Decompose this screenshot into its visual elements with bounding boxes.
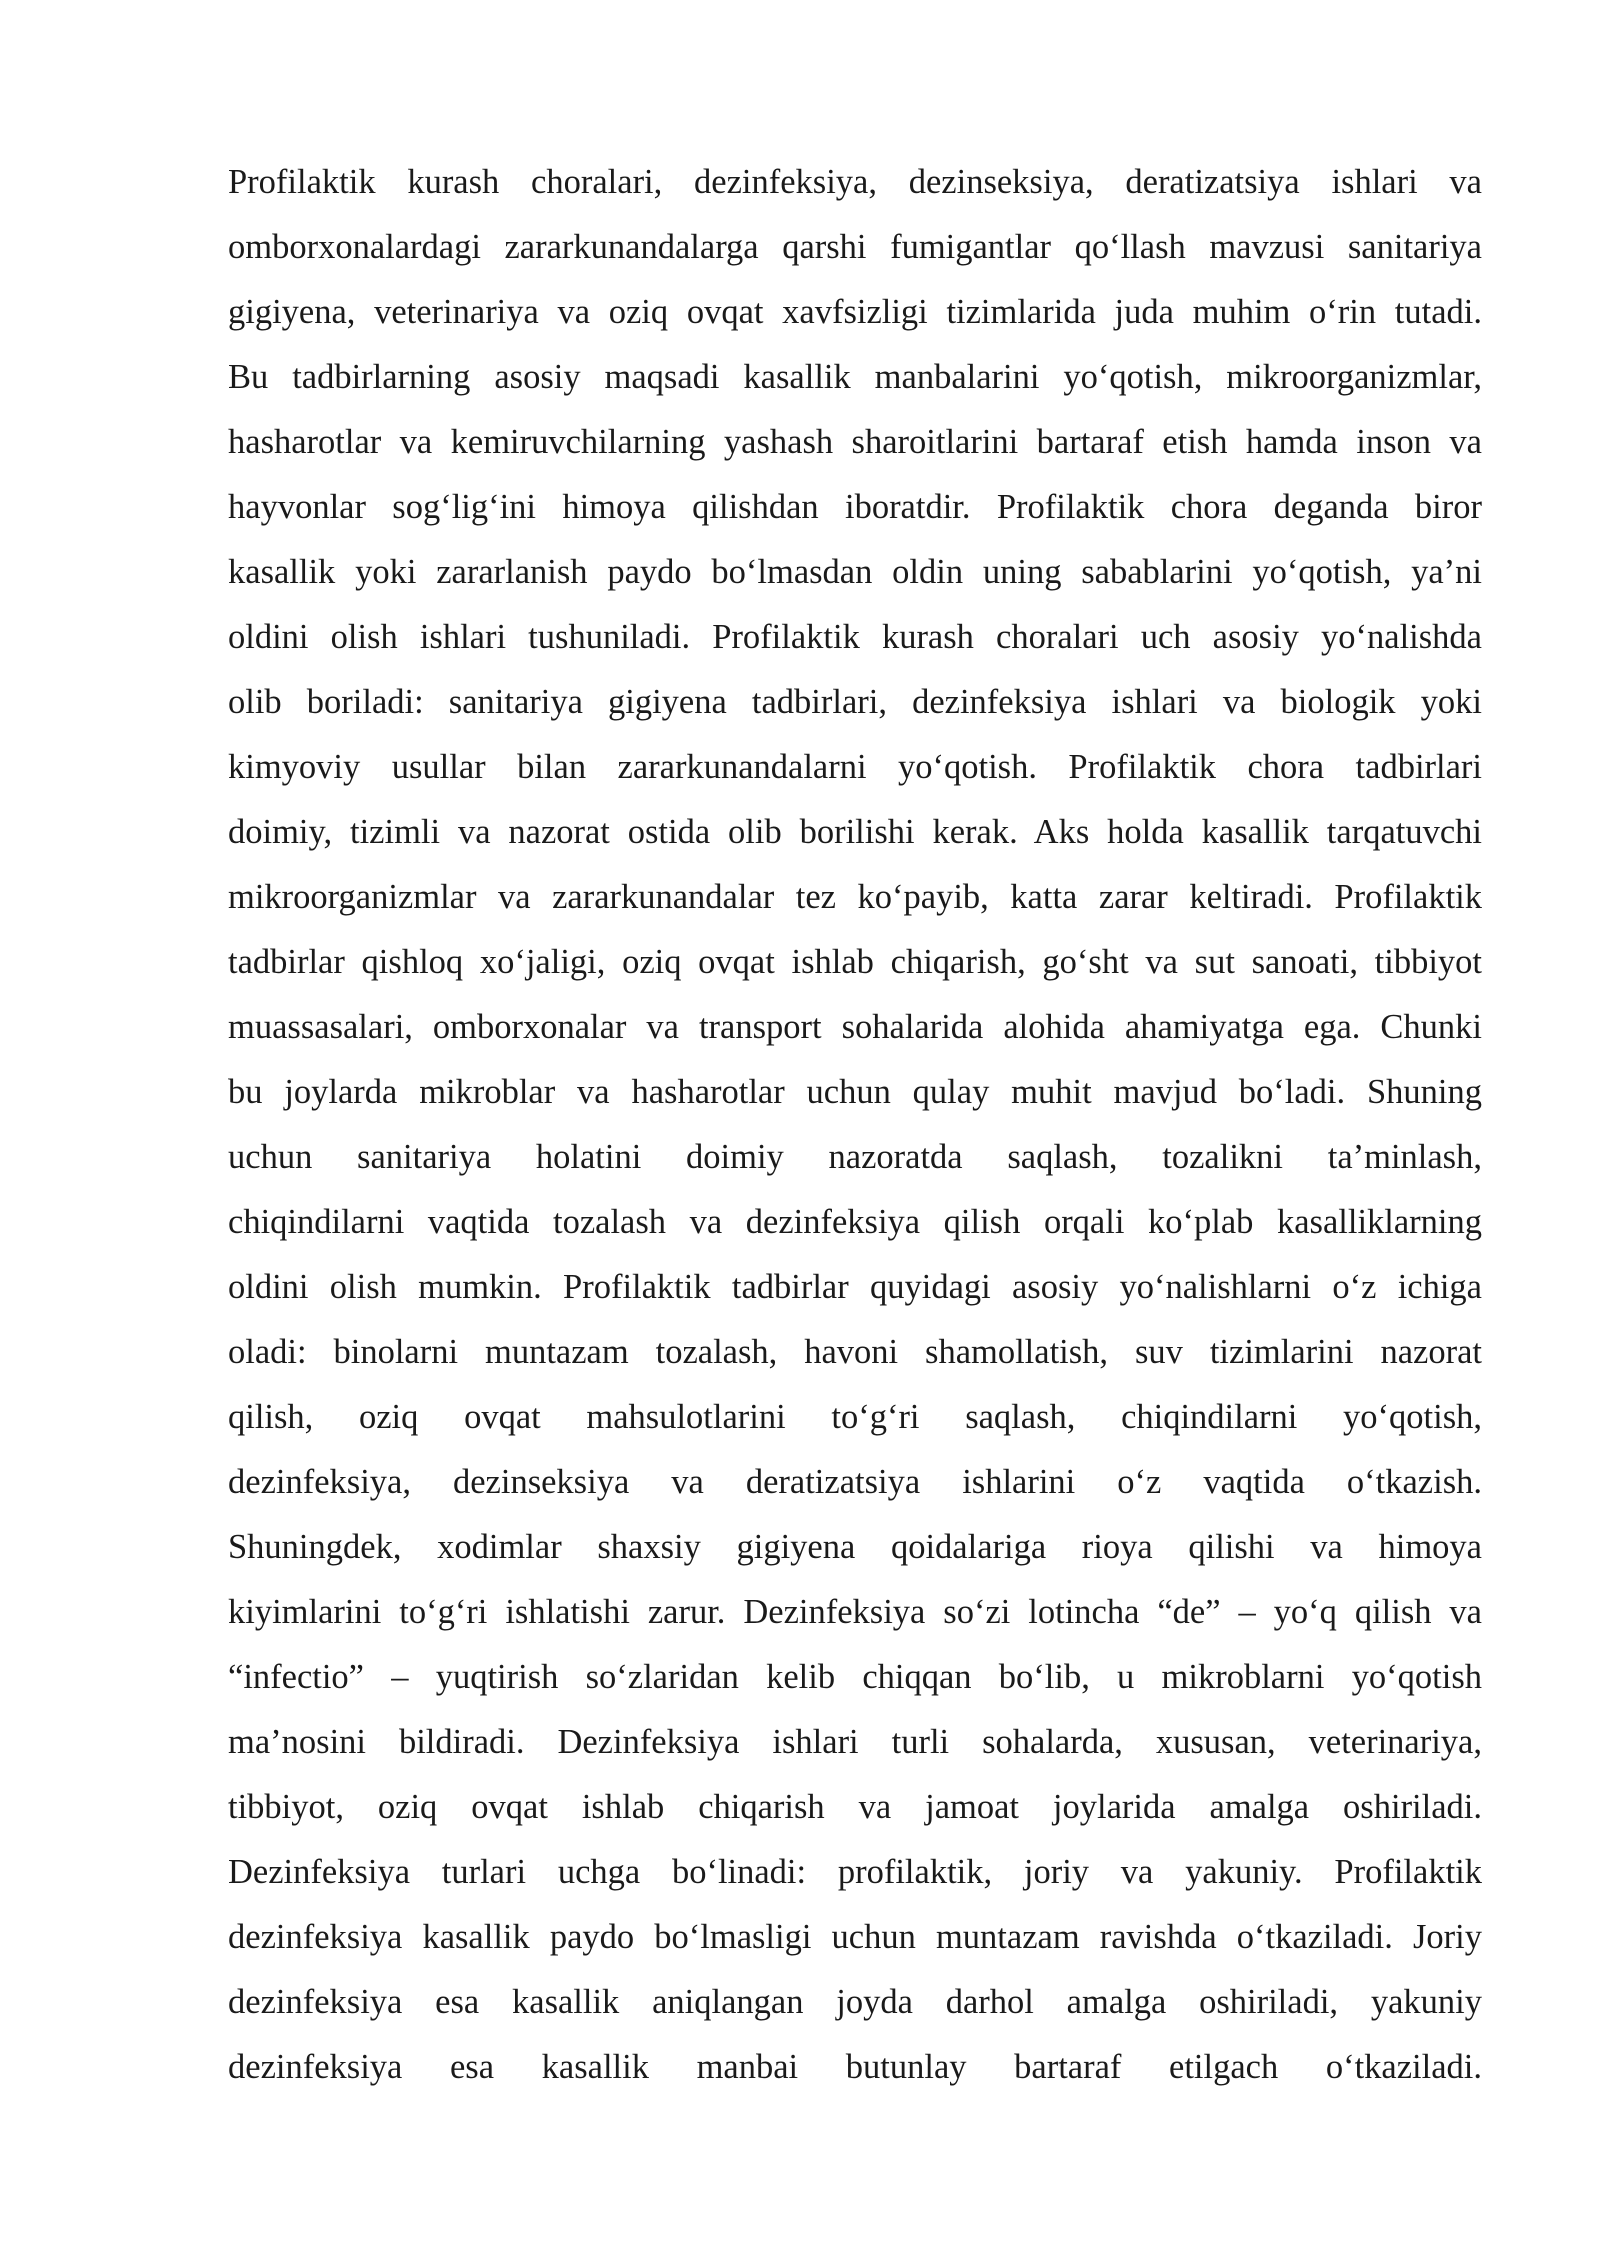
paragraph-line: Profilaktik kurash choralari, dezinfeksiya, dezinseksiya, deratizatsiya ishlari va [228, 163, 1482, 201]
paragraph-line: mikroorganizmlar va zararkunandalar tez ko‘payib, katta zarar keltiradi. Profilaktik [228, 878, 1482, 916]
paragraph-line: dezinfeksiya kasallik paydo bo‘lmasligi uchun muntazam ravishda o‘tkaziladi. Joriy [228, 1918, 1482, 1956]
paragraph-line: muassasalari, omborxonalar va transport sohalarida alohida ahamiyatga ega. Chunki [228, 1008, 1482, 1046]
paragraph-line: doimiy, tizimli va nazorat ostida olib borilishi kerak. Aks holda kasallik tarqatuvchi [228, 813, 1482, 851]
paragraph-line: dezinfeksiya esa kasallik aniqlangan joyda darhol amalga oshiriladi, yakuniy [228, 1983, 1482, 2021]
paragraph-line: gigiyena, veterinariya va oziq ovqat xavfsizligi tizimlarida juda muhim o‘rin tutadi. [228, 293, 1482, 331]
paragraph-line: dezinfeksiya, dezinseksiya va deratizatsiya ishlarini o‘z vaqtida o‘tkazish. [228, 1463, 1482, 1501]
paragraph-line: olib boriladi: sanitariya gigiyena tadbirlari, dezinfeksiya ishlari va biologik yoki [228, 683, 1482, 721]
paragraph-line: qilish, oziq ovqat mahsulotlarini to‘g‘ri saqlash, chiqindilarni yo‘qotish, [228, 1398, 1482, 1436]
paragraph-line: hayvonlar sog‘lig‘ini himoya qilishdan iboratdir. Profilaktik chora deganda biror [228, 488, 1482, 526]
paragraph-line: omborxonalardagi zararkunandalarga qarshi fumigantlar qo‘llash mavzusi sanitariya [228, 228, 1482, 266]
paragraph-line: Dezinfeksiya turlari uchga bo‘linadi: profilaktik, joriy va yakuniy. Profilaktik [228, 1853, 1482, 1891]
paragraph-line: hasharotlar va kemiruvchilarning yashash sharoitlarini bartaraf etish hamda inson va [228, 423, 1482, 461]
paragraph-line: tadbirlar qishloq xo‘jaligi, oziq ovqat ishlab chiqarish, go‘sht va sut sanoati, tibbiyot [228, 943, 1482, 981]
paragraph-line: kimyoviy usullar bilan zararkunandalarni yo‘qotish. Profilaktik chora tadbirlari [228, 748, 1482, 786]
paragraph-line: bu joylarda mikroblar va hasharotlar uchun qulay muhit mavjud bo‘ladi. Shuning [228, 1073, 1482, 1111]
paragraph-line: tibbiyot, oziq ovqat ishlab chiqarish va jamoat joylarida amalga oshiriladi. [228, 1788, 1482, 1826]
paragraph-line: oladi: binolarni muntazam tozalash, havoni shamollatish, suv tizimlarini nazorat [228, 1333, 1482, 1371]
paragraph-line: oldini olish ishlari tushuniladi. Profilaktik kurash choralari uch asosiy yo‘nalishda [228, 618, 1482, 656]
paragraph-line: Shuningdek, xodimlar shaxsiy gigiyena qoidalariga rioya qilishi va himoya [228, 1528, 1482, 1566]
paragraph-line: kiyimlarini to‘g‘ri ishlatishi zarur. Dezinfeksiya so‘zi lotincha “de” – yo‘q qilish va [228, 1593, 1482, 1631]
body-paragraph [228, 150, 1482, 2100]
paragraph-line: kasallik yoki zararlanish paydo bo‘lmasdan oldin uning sabablarini yo‘qotish, ya’ni [228, 553, 1482, 591]
paragraph-line: oldini olish mumkin. Profilaktik tadbirlar quyidagi asosiy yo‘nalishlarni o‘z ichiga [228, 1268, 1482, 1306]
paragraph-line: chiqindilarni vaqtida tozalash va dezinfeksiya qilish orqali ko‘plab kasalliklarning [228, 1203, 1482, 1241]
paragraph-line: Bu tadbirlarning asosiy maqsadi kasallik manbalarini yo‘qotish, mikroorganizmlar, [228, 358, 1482, 396]
paragraph-line: dezinfeksiya esa kasallik manbai butunlay bartaraf etilgach o‘tkaziladi. [228, 2048, 1482, 2086]
paragraph-line: uchun sanitariya holatini doimiy nazoratda saqlash, tozalikni ta’minlash, [228, 1138, 1482, 1176]
paragraph-line: ma’nosini bildiradi. Dezinfeksiya ishlari turli sohalarda, xususan, veterinariya, [228, 1723, 1482, 1761]
paragraph-line: “infectio” – yuqtirish so‘zlaridan kelib chiqqan bo‘lib, u mikroblarni yo‘qotish [228, 1658, 1482, 1696]
